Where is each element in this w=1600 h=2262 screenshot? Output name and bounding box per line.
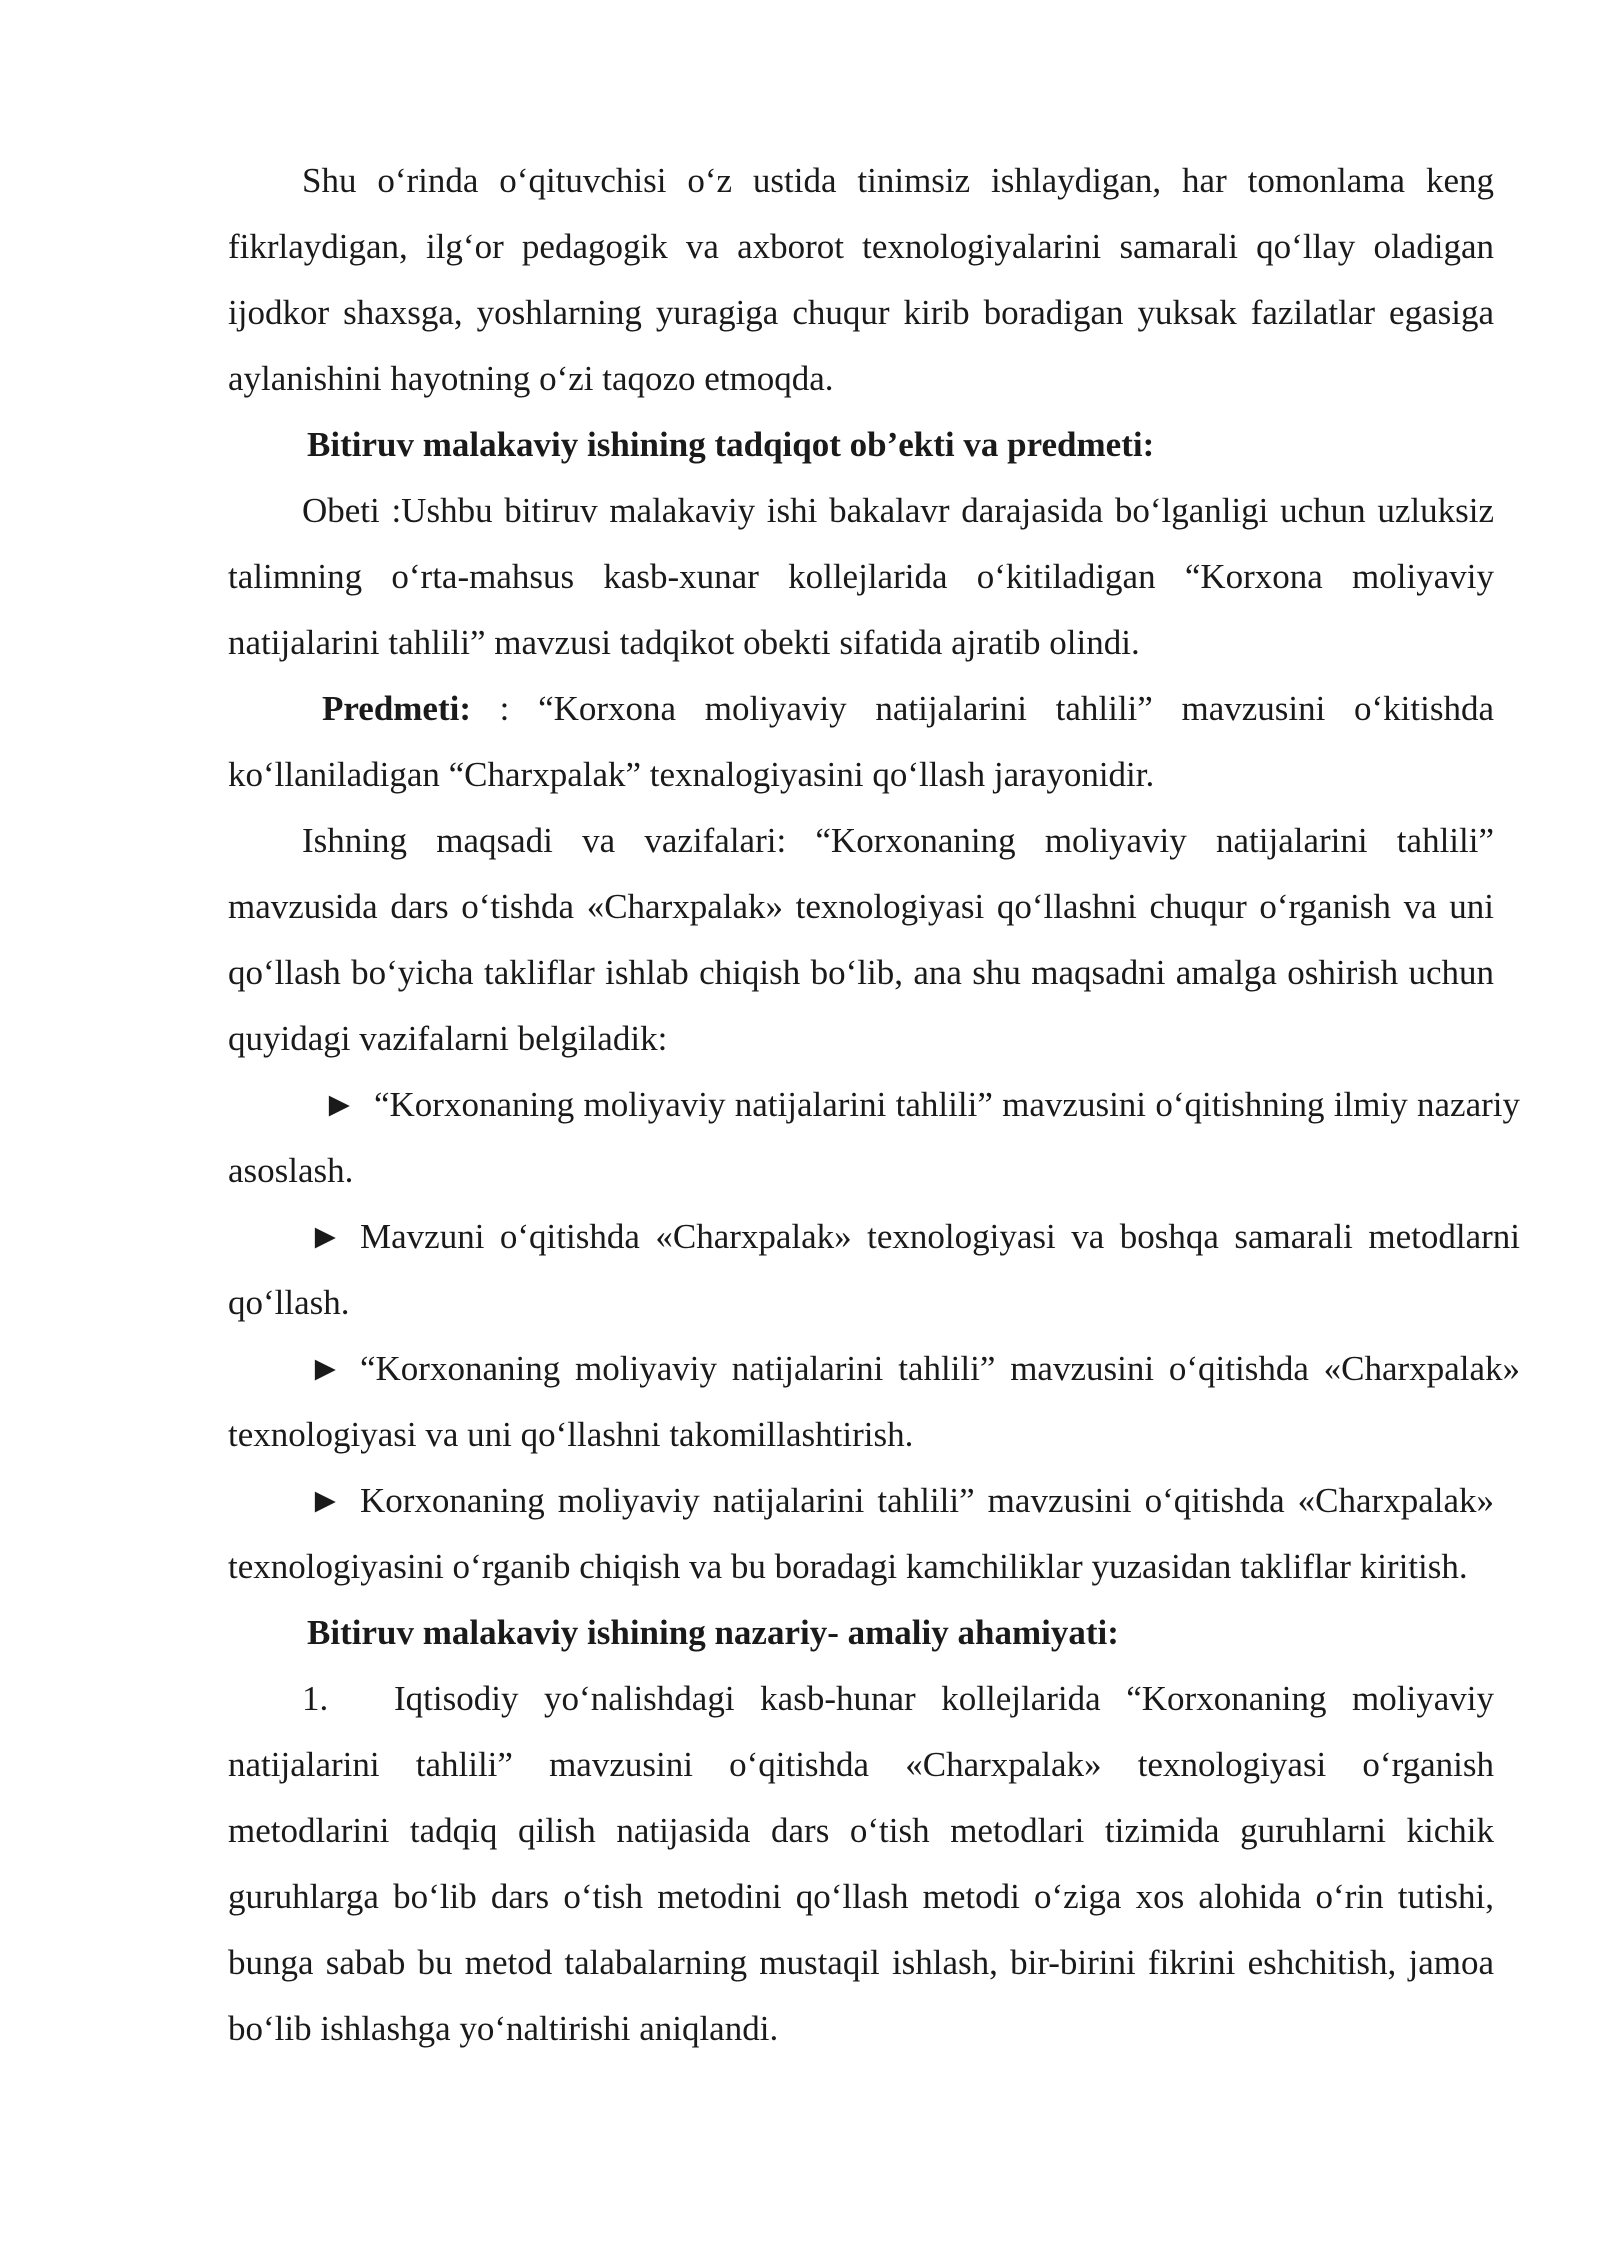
- intro-paragraph: Shu o‘rinda o‘qituvchisi o‘z ustida tinimsiz ishlaydigan, har tomonlama keng fikrlaydigan, ilg‘or pedagogik va axborot texnologiyalarini samarali qo‘llay oladigan ijodkor shaxsga, yoshlarning yuragiga chuqur kirib boradigan yuksak fazilatlar egasiga aylanishini hayotning o‘zi taqozo etmoqda.: [228, 161, 1494, 398]
- task-list-item: [228, 1336, 1520, 1468]
- section-heading-object-subject: Bitiruv malakaviy ishining tadqiqot ob’ekti va predmeti:: [307, 425, 1155, 464]
- bullet-arrow-icon: ►: [308, 1349, 343, 1388]
- task-list-item: [228, 1072, 1520, 1204]
- document-page: [228, 148, 1520, 2062]
- task-list-item: [228, 1204, 1520, 1336]
- task-text: “Korxonaning moliyaviy natijalarini tahlili” mavzusini o‘qitishning ilmiy nazariy asoslash.: [228, 1085, 1520, 1190]
- numbered-item-text: Iqtisodiy yo‘nalishdagi kasb-hunar kollejlarida “Korxonaning moliyaviy natijalarini tahlili” mavzusini o‘qitishda «Charxpalak» texnologiyasi o‘rganish metodlarini tadqiq qilish natijasida dars o‘tish metodlari tizimida guruhlarni kichik guruhlarga bo‘lib dars o‘tish metodini qo‘llash metodi o‘ziga xos alohida o‘rin tutishi, bunga sabab bu metod talabalarning mustaqil ishlash, bir-birini fikrini eshchitish, jamoa bo‘lib ishlashga yo‘naltirishi aniqlandi.: [228, 1679, 1494, 2048]
- bullet-arrow-icon: ►: [308, 1217, 343, 1256]
- goals-paragraph: Ishning maqsadi va vazifalari: “Korxonaning moliyaviy natijalarini tahlili” mavzusida dars o‘tishda «Charxpalak» texnologiyasi qo‘llashni chuqur o‘rganish va uni qo‘llash bo‘yicha takliflar ishlab chiqish bo‘lib, ana shu maqsadni amalga oshirish uchun quyidagi vazifalarni belgiladik:: [228, 821, 1494, 1058]
- task-text: “Korxonaning moliyaviy natijalarini tahlili” mavzusini o‘qitishda «Charxpalak» texnologiyasi va uni qo‘llashni takomillashtirish.: [228, 1349, 1520, 1454]
- task-text: Korxonaning moliyaviy natijalarini tahlili” mavzusini o‘qitishda «Charxpalak» texnologiyasini o‘rganib chiqish va bu boradagi kamchiliklar yuzasidan takliflar kiritish.: [228, 1481, 1494, 1586]
- bullet-arrow-icon: ►: [322, 1085, 357, 1124]
- bullet-arrow-icon: ►: [308, 1481, 343, 1520]
- subject-paragraph: [228, 676, 1494, 808]
- section-heading-significance: Bitiruv malakaviy ishining nazariy- amaliy ahamiyati:: [307, 1613, 1119, 1652]
- task-list-item: [228, 1468, 1494, 1600]
- object-paragraph: Obeti :Ushbu bitiruv malakaviy ishi bakalavr darajasida bo‘lganligi uchun uzluksiz talimning o‘rta-mahsus kasb-xunar kollejlarida o‘kitiladigan “Korxona moliyaviy natijalarini tahlili” mavzusi tadqikot obekti sifatida ajratib olindi.: [228, 491, 1494, 662]
- subject-label: Predmeti:: [322, 689, 472, 728]
- numbered-item: [228, 1666, 1494, 2062]
- task-text: Mavzuni o‘qitishda «Charxpalak» texnologiyasi va boshqa samarali metodlarni qo‘llash.: [228, 1217, 1520, 1322]
- item-number: 1.: [302, 1679, 329, 1718]
- subject-text: : “Korxona moliyaviy natijalarini tahlili” mavzusini o‘kitishda ko‘llaniladigan “Charxpalak” texnalogiyasini qo‘llash jarayonidir.: [228, 689, 1494, 794]
